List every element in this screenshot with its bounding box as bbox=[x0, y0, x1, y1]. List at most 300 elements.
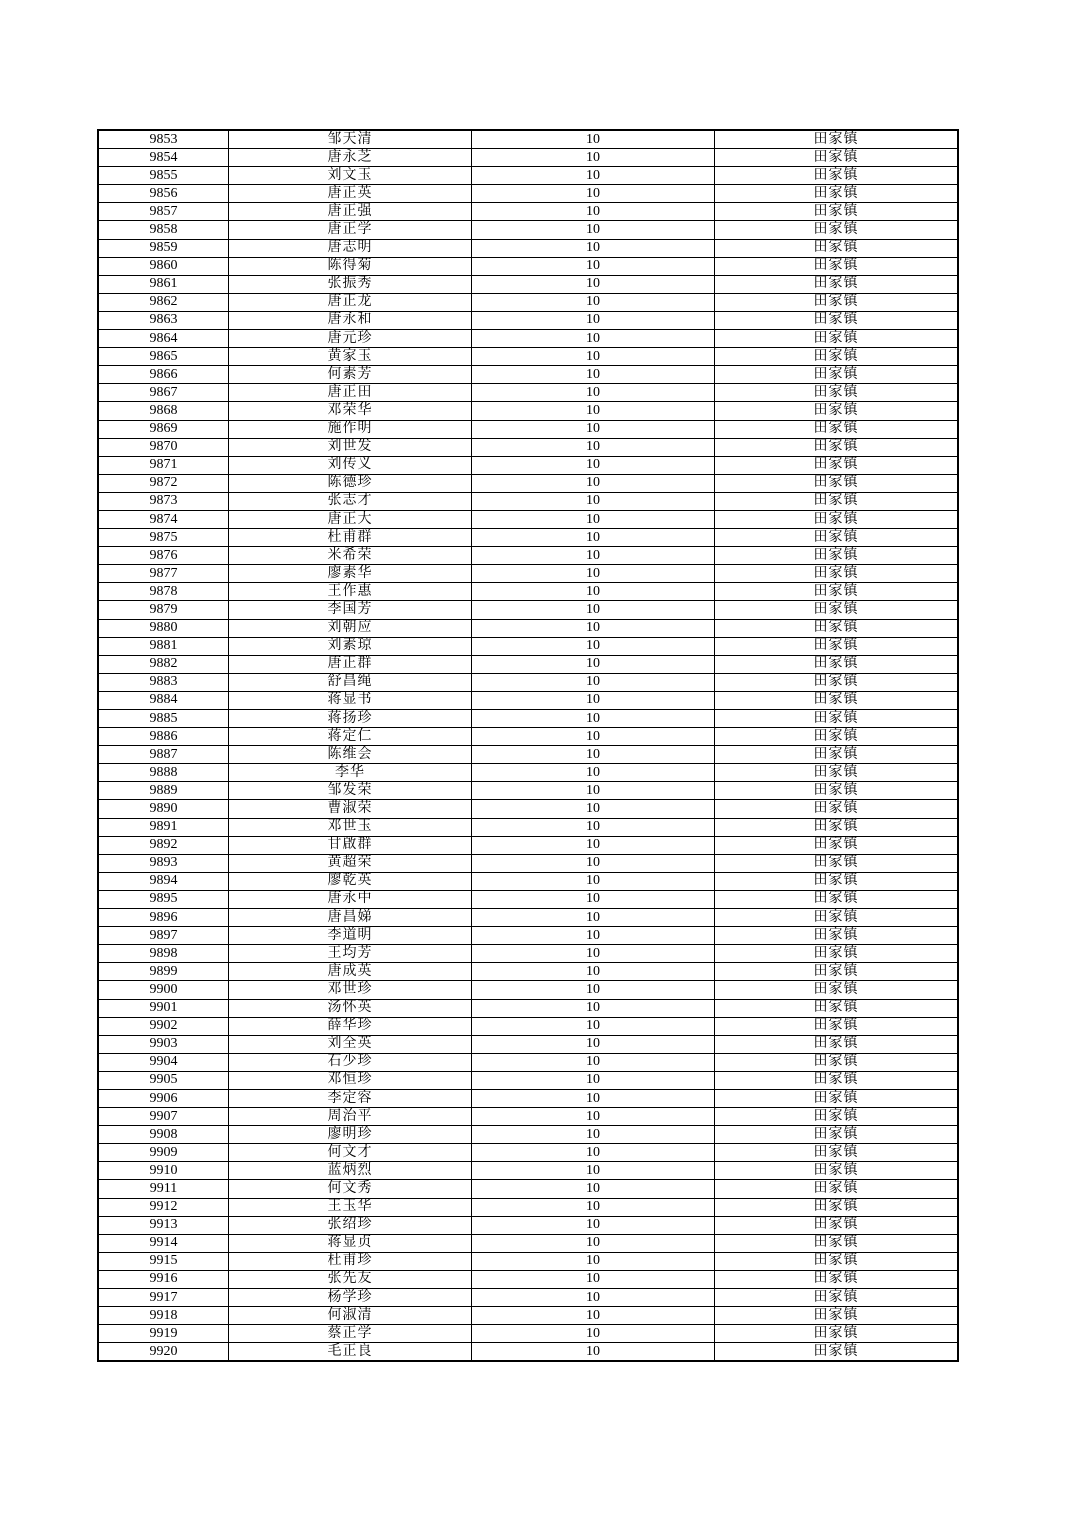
town-cell: 田家镇 bbox=[715, 221, 959, 239]
person-name-cell: 邓恒珍 bbox=[229, 1071, 472, 1089]
table-row bbox=[98, 1325, 958, 1343]
person-name-cell: 唐昌娣 bbox=[229, 909, 472, 927]
town-cell: 田家镇 bbox=[715, 1289, 959, 1307]
town-cell: 田家镇 bbox=[715, 293, 959, 311]
town-cell: 田家镇 bbox=[715, 691, 959, 709]
table-row bbox=[98, 492, 958, 510]
row-number-cell: 9901 bbox=[98, 999, 229, 1017]
person-name-cell: 邓世玉 bbox=[229, 818, 472, 836]
town-cell: 田家镇 bbox=[715, 963, 959, 981]
row-number-cell: 9878 bbox=[98, 583, 229, 601]
person-name-cell: 蒋定仁 bbox=[229, 728, 472, 746]
town-cell: 田家镇 bbox=[715, 510, 959, 528]
person-name-cell: 廖素华 bbox=[229, 565, 472, 583]
table-row bbox=[98, 1089, 958, 1107]
town-cell: 田家镇 bbox=[715, 637, 959, 655]
amount-cell: 10 bbox=[472, 474, 715, 492]
town-cell: 田家镇 bbox=[715, 673, 959, 691]
town-cell: 田家镇 bbox=[715, 1307, 959, 1325]
amount-cell: 10 bbox=[472, 402, 715, 420]
row-number-cell: 9867 bbox=[98, 384, 229, 402]
table-row bbox=[98, 1108, 958, 1126]
table-row bbox=[98, 1234, 958, 1252]
amount-cell: 10 bbox=[472, 203, 715, 221]
row-number-cell: 9873 bbox=[98, 492, 229, 510]
amount-cell: 10 bbox=[472, 1198, 715, 1216]
table-row bbox=[98, 691, 958, 709]
person-name-cell: 唐正英 bbox=[229, 185, 472, 203]
table-row bbox=[98, 257, 958, 275]
row-number-cell: 9913 bbox=[98, 1216, 229, 1234]
amount-cell: 10 bbox=[472, 456, 715, 474]
row-number-cell: 9911 bbox=[98, 1180, 229, 1198]
amount-cell: 10 bbox=[472, 1307, 715, 1325]
table-row bbox=[98, 1307, 958, 1325]
person-name-cell: 王作惠 bbox=[229, 583, 472, 601]
row-number-cell: 9907 bbox=[98, 1108, 229, 1126]
town-cell: 田家镇 bbox=[715, 583, 959, 601]
row-number-cell: 9855 bbox=[98, 167, 229, 185]
person-name-cell: 蔡正学 bbox=[229, 1325, 472, 1343]
amount-cell: 10 bbox=[472, 728, 715, 746]
person-name-cell: 杜甫群 bbox=[229, 529, 472, 547]
town-cell: 田家镇 bbox=[715, 275, 959, 293]
amount-cell: 10 bbox=[472, 1017, 715, 1035]
amount-cell: 10 bbox=[472, 872, 715, 890]
person-name-cell: 蒋扬珍 bbox=[229, 710, 472, 728]
town-cell: 田家镇 bbox=[715, 1126, 959, 1144]
row-number-cell: 9882 bbox=[98, 655, 229, 673]
table-row bbox=[98, 547, 958, 565]
table-row bbox=[98, 348, 958, 366]
row-number-cell: 9892 bbox=[98, 836, 229, 854]
person-name-cell: 张振秀 bbox=[229, 275, 472, 293]
table-row bbox=[98, 330, 958, 348]
row-number-cell: 9888 bbox=[98, 764, 229, 782]
row-number-cell: 9858 bbox=[98, 221, 229, 239]
table-row bbox=[98, 909, 958, 927]
table-row bbox=[98, 655, 958, 673]
table-row bbox=[98, 1071, 958, 1089]
person-name-cell: 何淑清 bbox=[229, 1307, 472, 1325]
row-number-cell: 9870 bbox=[98, 438, 229, 456]
town-cell: 田家镇 bbox=[715, 366, 959, 384]
town-cell: 田家镇 bbox=[715, 854, 959, 872]
amount-cell: 10 bbox=[472, 1035, 715, 1053]
town-cell: 田家镇 bbox=[715, 945, 959, 963]
amount-cell: 10 bbox=[472, 909, 715, 927]
amount-cell: 10 bbox=[472, 547, 715, 565]
town-cell: 田家镇 bbox=[715, 1053, 959, 1071]
town-cell: 田家镇 bbox=[715, 1108, 959, 1126]
amount-cell: 10 bbox=[472, 1216, 715, 1234]
person-name-cell: 李国芳 bbox=[229, 601, 472, 619]
table-row bbox=[98, 510, 958, 528]
town-cell: 田家镇 bbox=[715, 203, 959, 221]
table-row bbox=[98, 890, 958, 908]
amount-cell: 10 bbox=[472, 637, 715, 655]
amount-cell: 10 bbox=[472, 239, 715, 257]
person-name-cell: 黄家玉 bbox=[229, 348, 472, 366]
table-row bbox=[98, 1252, 958, 1270]
row-number-cell: 9872 bbox=[98, 474, 229, 492]
row-number-cell: 9886 bbox=[98, 728, 229, 746]
amount-cell: 10 bbox=[472, 366, 715, 384]
person-name-cell: 刘素琼 bbox=[229, 637, 472, 655]
person-name-cell: 薛华珍 bbox=[229, 1017, 472, 1035]
town-cell: 田家镇 bbox=[715, 1162, 959, 1180]
table-row bbox=[98, 1162, 958, 1180]
person-name-cell: 蒋显书 bbox=[229, 691, 472, 709]
row-number-cell: 9883 bbox=[98, 673, 229, 691]
amount-cell: 10 bbox=[472, 330, 715, 348]
person-name-cell: 李定容 bbox=[229, 1089, 472, 1107]
person-name-cell: 廖乾英 bbox=[229, 872, 472, 890]
table-row bbox=[98, 185, 958, 203]
row-number-cell: 9860 bbox=[98, 257, 229, 275]
row-number-cell: 9890 bbox=[98, 800, 229, 818]
town-cell: 田家镇 bbox=[715, 1089, 959, 1107]
person-name-cell: 唐永芝 bbox=[229, 149, 472, 167]
person-name-cell: 张志才 bbox=[229, 492, 472, 510]
amount-cell: 10 bbox=[472, 890, 715, 908]
amount-cell: 10 bbox=[472, 818, 715, 836]
table-row bbox=[98, 1035, 958, 1053]
amount-cell: 10 bbox=[472, 583, 715, 601]
row-number-cell: 9906 bbox=[98, 1089, 229, 1107]
table-row bbox=[98, 1053, 958, 1071]
row-number-cell: 9893 bbox=[98, 854, 229, 872]
table-row bbox=[98, 474, 958, 492]
table-row bbox=[98, 203, 958, 221]
town-cell: 田家镇 bbox=[715, 438, 959, 456]
row-number-cell: 9874 bbox=[98, 510, 229, 528]
person-name-cell: 唐正学 bbox=[229, 221, 472, 239]
table-row bbox=[98, 800, 958, 818]
town-cell: 田家镇 bbox=[715, 818, 959, 836]
row-number-cell: 9918 bbox=[98, 1307, 229, 1325]
table-row bbox=[98, 1289, 958, 1307]
amount-cell: 10 bbox=[472, 1089, 715, 1107]
town-cell: 田家镇 bbox=[715, 999, 959, 1017]
town-cell: 田家镇 bbox=[715, 710, 959, 728]
town-cell: 田家镇 bbox=[715, 836, 959, 854]
person-name-cell: 汤怀英 bbox=[229, 999, 472, 1017]
town-cell: 田家镇 bbox=[715, 872, 959, 890]
town-cell: 田家镇 bbox=[715, 1035, 959, 1053]
row-number-cell: 9881 bbox=[98, 637, 229, 655]
town-cell: 田家镇 bbox=[715, 1234, 959, 1252]
town-cell: 田家镇 bbox=[715, 619, 959, 637]
amount-cell: 10 bbox=[472, 1252, 715, 1270]
town-cell: 田家镇 bbox=[715, 402, 959, 420]
town-cell: 田家镇 bbox=[715, 1216, 959, 1234]
table-row bbox=[98, 818, 958, 836]
row-number-cell: 9862 bbox=[98, 293, 229, 311]
person-name-cell: 唐正群 bbox=[229, 655, 472, 673]
town-cell: 田家镇 bbox=[715, 927, 959, 945]
table-row bbox=[98, 456, 958, 474]
town-cell: 田家镇 bbox=[715, 565, 959, 583]
amount-cell: 10 bbox=[472, 1071, 715, 1089]
table-row bbox=[98, 836, 958, 854]
row-number-cell: 9868 bbox=[98, 402, 229, 420]
person-name-cell: 何文秀 bbox=[229, 1180, 472, 1198]
table-row bbox=[98, 710, 958, 728]
person-name-cell: 何素芳 bbox=[229, 366, 472, 384]
row-number-cell: 9920 bbox=[98, 1343, 229, 1362]
town-cell: 田家镇 bbox=[715, 890, 959, 908]
amount-cell: 10 bbox=[472, 1144, 715, 1162]
row-number-cell: 9905 bbox=[98, 1071, 229, 1089]
town-cell: 田家镇 bbox=[715, 782, 959, 800]
row-number-cell: 9891 bbox=[98, 818, 229, 836]
person-name-cell: 唐永中 bbox=[229, 890, 472, 908]
table-row bbox=[98, 999, 958, 1017]
person-name-cell: 黄超荣 bbox=[229, 854, 472, 872]
person-name-cell: 蓝炳烈 bbox=[229, 1162, 472, 1180]
table-row bbox=[98, 402, 958, 420]
table-row bbox=[98, 601, 958, 619]
town-cell: 田家镇 bbox=[715, 1071, 959, 1089]
row-number-cell: 9859 bbox=[98, 239, 229, 257]
person-name-cell: 李华 bbox=[229, 764, 472, 782]
table-row bbox=[98, 130, 958, 149]
table-row bbox=[98, 782, 958, 800]
town-cell: 田家镇 bbox=[715, 909, 959, 927]
row-number-cell: 9876 bbox=[98, 547, 229, 565]
town-cell: 田家镇 bbox=[715, 257, 959, 275]
person-name-cell: 陈维会 bbox=[229, 746, 472, 764]
row-number-cell: 9915 bbox=[98, 1252, 229, 1270]
person-name-cell: 毛正良 bbox=[229, 1343, 472, 1362]
amount-cell: 10 bbox=[472, 1162, 715, 1180]
town-cell: 田家镇 bbox=[715, 330, 959, 348]
row-number-cell: 9880 bbox=[98, 619, 229, 637]
person-name-cell: 张先友 bbox=[229, 1270, 472, 1288]
roster-table-body bbox=[98, 130, 958, 1361]
person-name-cell: 杜甫珍 bbox=[229, 1252, 472, 1270]
person-name-cell: 陈德珍 bbox=[229, 474, 472, 492]
row-number-cell: 9900 bbox=[98, 981, 229, 999]
table-row bbox=[98, 167, 958, 185]
table-row bbox=[98, 1017, 958, 1035]
town-cell: 田家镇 bbox=[715, 728, 959, 746]
town-cell: 田家镇 bbox=[715, 239, 959, 257]
amount-cell: 10 bbox=[472, 764, 715, 782]
person-name-cell: 蒋显贞 bbox=[229, 1234, 472, 1252]
table-row bbox=[98, 637, 958, 655]
table-row bbox=[98, 149, 958, 167]
row-number-cell: 9864 bbox=[98, 330, 229, 348]
amount-cell: 10 bbox=[472, 945, 715, 963]
person-name-cell: 舒昌绳 bbox=[229, 673, 472, 691]
table-row bbox=[98, 619, 958, 637]
person-name-cell: 邹天清 bbox=[229, 130, 472, 149]
person-name-cell: 唐元珍 bbox=[229, 330, 472, 348]
table-row bbox=[98, 673, 958, 691]
amount-cell: 10 bbox=[472, 1180, 715, 1198]
row-number-cell: 9869 bbox=[98, 420, 229, 438]
row-number-cell: 9863 bbox=[98, 311, 229, 329]
amount-cell: 10 bbox=[472, 149, 715, 167]
table-row bbox=[98, 384, 958, 402]
row-number-cell: 9871 bbox=[98, 456, 229, 474]
town-cell: 田家镇 bbox=[715, 130, 959, 149]
table-row bbox=[98, 746, 958, 764]
person-name-cell: 唐永和 bbox=[229, 311, 472, 329]
town-cell: 田家镇 bbox=[715, 1252, 959, 1270]
roster-table bbox=[97, 129, 959, 1362]
town-cell: 田家镇 bbox=[715, 1343, 959, 1362]
row-number-cell: 9914 bbox=[98, 1234, 229, 1252]
row-number-cell: 9887 bbox=[98, 746, 229, 764]
amount-cell: 10 bbox=[472, 1108, 715, 1126]
person-name-cell: 王玉华 bbox=[229, 1198, 472, 1216]
amount-cell: 10 bbox=[472, 348, 715, 366]
person-name-cell: 周治平 bbox=[229, 1108, 472, 1126]
person-name-cell: 刘世发 bbox=[229, 438, 472, 456]
amount-cell: 10 bbox=[472, 1126, 715, 1144]
amount-cell: 10 bbox=[472, 565, 715, 583]
amount-cell: 10 bbox=[472, 257, 715, 275]
town-cell: 田家镇 bbox=[715, 547, 959, 565]
table-row bbox=[98, 872, 958, 890]
person-name-cell: 廖明珍 bbox=[229, 1126, 472, 1144]
amount-cell: 10 bbox=[472, 836, 715, 854]
amount-cell: 10 bbox=[472, 619, 715, 637]
row-number-cell: 9895 bbox=[98, 890, 229, 908]
table-row bbox=[98, 1180, 958, 1198]
person-name-cell: 刘全英 bbox=[229, 1035, 472, 1053]
table-row bbox=[98, 438, 958, 456]
town-cell: 田家镇 bbox=[715, 981, 959, 999]
amount-cell: 10 bbox=[472, 601, 715, 619]
person-name-cell: 唐正强 bbox=[229, 203, 472, 221]
table-row bbox=[98, 420, 958, 438]
amount-cell: 10 bbox=[472, 963, 715, 981]
table-row bbox=[98, 1343, 958, 1362]
row-number-cell: 9904 bbox=[98, 1053, 229, 1071]
town-cell: 田家镇 bbox=[715, 1270, 959, 1288]
amount-cell: 10 bbox=[472, 746, 715, 764]
town-cell: 田家镇 bbox=[715, 529, 959, 547]
person-name-cell: 唐正龙 bbox=[229, 293, 472, 311]
town-cell: 田家镇 bbox=[715, 348, 959, 366]
row-number-cell: 9877 bbox=[98, 565, 229, 583]
row-number-cell: 9916 bbox=[98, 1270, 229, 1288]
table-row bbox=[98, 764, 958, 782]
amount-cell: 10 bbox=[472, 510, 715, 528]
person-name-cell: 唐正大 bbox=[229, 510, 472, 528]
amount-cell: 10 bbox=[472, 185, 715, 203]
row-number-cell: 9856 bbox=[98, 185, 229, 203]
amount-cell: 10 bbox=[472, 673, 715, 691]
person-name-cell: 唐志明 bbox=[229, 239, 472, 257]
row-number-cell: 9866 bbox=[98, 366, 229, 384]
person-name-cell: 陈得菊 bbox=[229, 257, 472, 275]
row-number-cell: 9879 bbox=[98, 601, 229, 619]
amount-cell: 10 bbox=[472, 800, 715, 818]
person-name-cell: 邹发荣 bbox=[229, 782, 472, 800]
amount-cell: 10 bbox=[472, 691, 715, 709]
table-row bbox=[98, 854, 958, 872]
person-name-cell: 邓世珍 bbox=[229, 981, 472, 999]
row-number-cell: 9854 bbox=[98, 149, 229, 167]
amount-cell: 10 bbox=[472, 999, 715, 1017]
person-name-cell: 唐正田 bbox=[229, 384, 472, 402]
town-cell: 田家镇 bbox=[715, 456, 959, 474]
row-number-cell: 9894 bbox=[98, 872, 229, 890]
town-cell: 田家镇 bbox=[715, 384, 959, 402]
amount-cell: 10 bbox=[472, 221, 715, 239]
town-cell: 田家镇 bbox=[715, 311, 959, 329]
row-number-cell: 9902 bbox=[98, 1017, 229, 1035]
person-name-cell: 杨学珍 bbox=[229, 1289, 472, 1307]
amount-cell: 10 bbox=[472, 854, 715, 872]
table-row bbox=[98, 366, 958, 384]
town-cell: 田家镇 bbox=[715, 167, 959, 185]
table-row bbox=[98, 981, 958, 999]
table-row bbox=[98, 945, 958, 963]
person-name-cell: 何文才 bbox=[229, 1144, 472, 1162]
table-row bbox=[98, 275, 958, 293]
town-cell: 田家镇 bbox=[715, 1325, 959, 1343]
person-name-cell: 施作明 bbox=[229, 420, 472, 438]
amount-cell: 10 bbox=[472, 293, 715, 311]
amount-cell: 10 bbox=[472, 1234, 715, 1252]
amount-cell: 10 bbox=[472, 782, 715, 800]
amount-cell: 10 bbox=[472, 130, 715, 149]
row-number-cell: 9896 bbox=[98, 909, 229, 927]
town-cell: 田家镇 bbox=[715, 764, 959, 782]
amount-cell: 10 bbox=[472, 311, 715, 329]
row-number-cell: 9861 bbox=[98, 275, 229, 293]
table-row bbox=[98, 239, 958, 257]
town-cell: 田家镇 bbox=[715, 655, 959, 673]
table-row bbox=[98, 1126, 958, 1144]
row-number-cell: 9898 bbox=[98, 945, 229, 963]
table-row bbox=[98, 565, 958, 583]
amount-cell: 10 bbox=[472, 420, 715, 438]
table-row bbox=[98, 1270, 958, 1288]
row-number-cell: 9853 bbox=[98, 130, 229, 149]
town-cell: 田家镇 bbox=[715, 1017, 959, 1035]
amount-cell: 10 bbox=[472, 1053, 715, 1071]
person-name-cell: 王均芳 bbox=[229, 945, 472, 963]
table-row bbox=[98, 293, 958, 311]
row-number-cell: 9917 bbox=[98, 1289, 229, 1307]
amount-cell: 10 bbox=[472, 1270, 715, 1288]
table-row bbox=[98, 529, 958, 547]
row-number-cell: 9908 bbox=[98, 1126, 229, 1144]
table-row bbox=[98, 311, 958, 329]
amount-cell: 10 bbox=[472, 655, 715, 673]
person-name-cell: 刘文玉 bbox=[229, 167, 472, 185]
row-number-cell: 9884 bbox=[98, 691, 229, 709]
person-name-cell: 李道明 bbox=[229, 927, 472, 945]
town-cell: 田家镇 bbox=[715, 185, 959, 203]
amount-cell: 10 bbox=[472, 1343, 715, 1362]
town-cell: 田家镇 bbox=[715, 1180, 959, 1198]
table-row bbox=[98, 1216, 958, 1234]
table-row bbox=[98, 963, 958, 981]
table-row bbox=[98, 927, 958, 945]
town-cell: 田家镇 bbox=[715, 746, 959, 764]
town-cell: 田家镇 bbox=[715, 1144, 959, 1162]
amount-cell: 10 bbox=[472, 438, 715, 456]
row-number-cell: 9865 bbox=[98, 348, 229, 366]
